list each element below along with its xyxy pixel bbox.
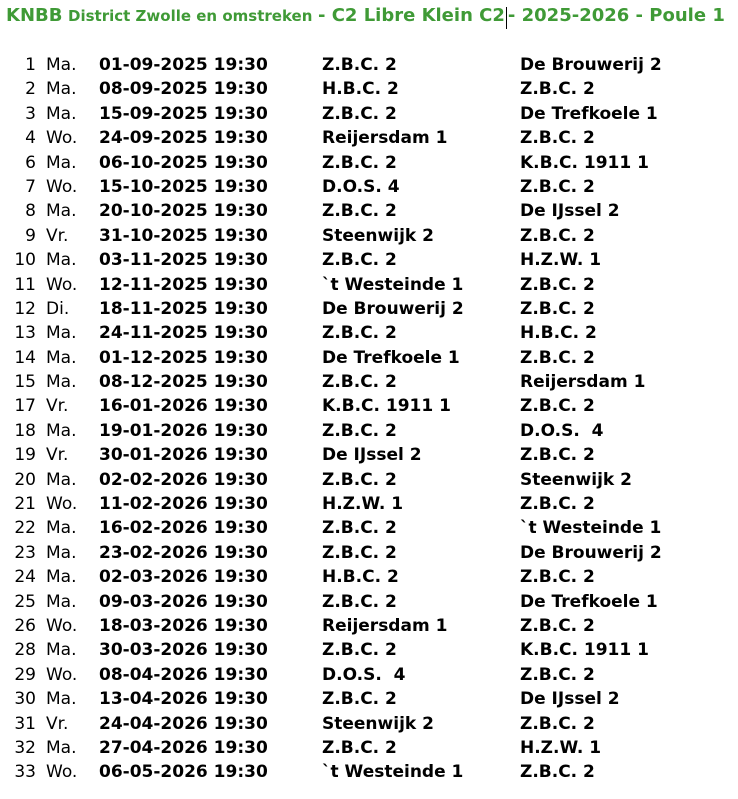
- match-row: [0, 77, 738, 101]
- home-team: De Brouwerij 2: [322, 298, 464, 319]
- document-title: [6, 5, 725, 31]
- match-row: [0, 321, 738, 345]
- match-number: 20: [14, 469, 36, 490]
- match-datetime: 30-01-2026 19:30: [99, 445, 268, 466]
- match-row: [0, 565, 738, 589]
- away-team: D.O.S. 4: [520, 420, 604, 441]
- match-row: [0, 175, 738, 199]
- match-datetime: 16-02-2026 19:30: [99, 518, 268, 539]
- match-row: [0, 687, 738, 711]
- match-datetime: 19-01-2026 19:30: [99, 420, 268, 441]
- away-team: K.B.C. 1911 1: [520, 152, 649, 173]
- away-team: Z.B.C. 2: [520, 762, 595, 783]
- match-datetime: 15-10-2025 19:30: [99, 176, 268, 197]
- away-team: Z.B.C. 2: [520, 445, 595, 466]
- home-team: Z.B.C. 2: [322, 469, 397, 490]
- home-team: Reijersdam 1: [322, 615, 448, 636]
- match-number: 18: [14, 420, 36, 441]
- home-team: Z.B.C. 2: [322, 737, 397, 758]
- match-day: Ma.: [46, 79, 77, 100]
- home-team: Z.B.C. 2: [322, 201, 397, 222]
- away-team: H.B.C. 2: [520, 323, 597, 344]
- match-day: Ma.: [46, 250, 77, 271]
- match-day: Ma.: [46, 737, 77, 758]
- away-team: De Brouwerij 2: [520, 542, 662, 563]
- match-day: Ma.: [46, 420, 77, 441]
- away-team: Z.B.C. 2: [520, 176, 595, 197]
- match-row: [0, 419, 738, 443]
- match-day: Ma.: [46, 640, 77, 661]
- match-number: 33: [14, 762, 36, 783]
- match-day: Ma.: [46, 469, 77, 490]
- home-team: Z.B.C. 2: [322, 250, 397, 271]
- match-row: [0, 53, 738, 77]
- home-team: H.B.C. 2: [322, 567, 399, 588]
- match-datetime: 15-09-2025 19:30: [99, 103, 268, 124]
- home-team: H.B.C. 2: [322, 79, 399, 100]
- away-team: De IJssel 2: [520, 201, 620, 222]
- title-competition: - C2 Libre Klein C2: [317, 5, 505, 26]
- home-team: D.O.S. 4: [322, 664, 406, 685]
- match-number: 30: [14, 689, 36, 710]
- home-team: Z.B.C. 2: [322, 689, 397, 710]
- match-datetime: 01-09-2025 19:30: [99, 55, 268, 75]
- match-datetime: 12-11-2025 19:30: [99, 274, 268, 295]
- match-day: Ma.: [46, 323, 77, 344]
- match-number: 24: [14, 567, 36, 588]
- home-team: `t Westeinde 1: [322, 274, 464, 295]
- match-datetime: 11-02-2026 19:30: [99, 494, 268, 515]
- match-datetime: 31-10-2025 19:30: [99, 225, 268, 246]
- match-row: [0, 443, 738, 467]
- match-number: 13: [14, 323, 36, 344]
- match-row: [0, 248, 738, 272]
- match-datetime: 13-04-2026 19:30: [99, 689, 268, 710]
- away-team: Z.B.C. 2: [520, 225, 595, 246]
- match-number: 23: [14, 542, 36, 563]
- away-team: Steenwijk 2: [520, 469, 632, 490]
- match-number: 2: [25, 79, 36, 100]
- home-team: Z.B.C. 2: [322, 152, 397, 173]
- match-day: Ma.: [46, 567, 77, 588]
- match-datetime: 06-10-2025 19:30: [99, 152, 268, 173]
- match-number: 21: [14, 494, 36, 515]
- match-datetime: 03-11-2025 19:30: [99, 250, 268, 271]
- title-knbb: KNBB: [6, 5, 63, 26]
- match-number: 19: [14, 445, 36, 466]
- match-datetime: 08-09-2025 19:30: [99, 79, 268, 100]
- match-datetime: 08-04-2026 19:30: [99, 664, 268, 685]
- home-team: K.B.C. 1911 1: [322, 396, 451, 417]
- away-team: `t Westeinde 1: [520, 518, 662, 539]
- match-number: 8: [25, 201, 36, 222]
- away-team: H.Z.W. 1: [520, 250, 602, 271]
- away-team: K.B.C. 1911 1: [520, 640, 649, 661]
- match-datetime: 02-02-2026 19:30: [99, 469, 268, 490]
- match-datetime: 18-11-2025 19:30: [99, 298, 268, 319]
- match-number: 10: [14, 250, 36, 271]
- match-number: 12: [14, 298, 36, 319]
- away-team: Z.B.C. 2: [520, 79, 595, 100]
- match-number: 9: [25, 225, 36, 246]
- home-team: Z.B.C. 2: [322, 542, 397, 563]
- match-day: Ma.: [46, 518, 77, 539]
- match-row: [0, 297, 738, 321]
- home-team: Z.B.C. 2: [322, 518, 397, 539]
- match-day: Wo.: [46, 176, 78, 197]
- match-day: Ma.: [46, 201, 77, 222]
- match-row: [0, 590, 738, 614]
- match-number: 3: [25, 103, 36, 124]
- match-row: [0, 516, 738, 540]
- away-team: Z.B.C. 2: [520, 664, 595, 685]
- match-row: [0, 663, 738, 687]
- home-team: `t Westeinde 1: [322, 762, 464, 783]
- away-team: De Trefkoele 1: [520, 103, 658, 124]
- match-day: Vr.: [46, 445, 69, 466]
- match-number: 29: [14, 664, 36, 685]
- match-day: Ma.: [46, 372, 77, 393]
- match-datetime: 24-09-2025 19:30: [99, 128, 268, 149]
- home-team: H.Z.W. 1: [322, 494, 404, 515]
- away-team: Z.B.C. 2: [520, 347, 595, 368]
- match-day: Vr.: [46, 713, 69, 734]
- away-team: Z.B.C. 2: [520, 274, 595, 295]
- away-team: Z.B.C. 2: [520, 615, 595, 636]
- match-number: 32: [14, 737, 36, 758]
- away-team: De IJssel 2: [520, 689, 620, 710]
- match-datetime: 27-04-2026 19:30: [99, 737, 268, 758]
- home-team: Steenwijk 2: [322, 713, 434, 734]
- match-day: Ma.: [46, 103, 77, 124]
- match-number: 25: [14, 591, 36, 612]
- match-day: Ma.: [46, 591, 77, 612]
- away-team: De Brouwerij 2: [520, 55, 662, 75]
- match-number: 15: [14, 372, 36, 393]
- home-team: Z.B.C. 2: [322, 591, 397, 612]
- title-season: - 2025-2026 - Poule 1: [507, 5, 725, 26]
- match-number: 6: [25, 152, 36, 173]
- match-row: [0, 151, 738, 175]
- match-row: [0, 736, 738, 760]
- match-number: 14: [14, 347, 36, 368]
- match-day: Ma.: [46, 347, 77, 368]
- match-number: 26: [14, 615, 36, 636]
- match-row: [0, 614, 738, 638]
- match-number: 1: [25, 55, 36, 75]
- match-day: Vr.: [46, 396, 69, 417]
- home-team: Z.B.C. 2: [322, 372, 397, 393]
- home-team: Steenwijk 2: [322, 225, 434, 246]
- home-team: Reijersdam 1: [322, 128, 448, 149]
- away-team: Reijersdam 1: [520, 372, 646, 393]
- match-row: [0, 346, 738, 370]
- match-day: Ma.: [46, 689, 77, 710]
- home-team: De IJssel 2: [322, 445, 422, 466]
- match-day: Wo.: [46, 615, 78, 636]
- match-datetime: 02-03-2026 19:30: [99, 567, 268, 588]
- home-team: Z.B.C. 2: [322, 640, 397, 661]
- match-row: [0, 541, 738, 565]
- away-team: Z.B.C. 2: [520, 567, 595, 588]
- match-row: [0, 468, 738, 492]
- away-team: H.Z.W. 1: [520, 737, 602, 758]
- match-row: [0, 712, 738, 736]
- match-day: Wo.: [46, 274, 78, 295]
- match-day: Ma.: [46, 542, 77, 563]
- away-team: Z.B.C. 2: [520, 298, 595, 319]
- away-team: Z.B.C. 2: [520, 396, 595, 417]
- match-datetime: 01-12-2025 19:30: [99, 347, 268, 368]
- home-team: D.O.S. 4: [322, 176, 400, 197]
- match-day: Wo.: [46, 494, 78, 515]
- match-datetime: 09-03-2026 19:30: [99, 591, 268, 612]
- match-datetime: 23-02-2026 19:30: [99, 542, 268, 563]
- match-number: 28: [14, 640, 36, 661]
- match-day: Wo.: [46, 762, 78, 783]
- match-row: [0, 370, 738, 394]
- match-number: 31: [14, 713, 36, 734]
- match-day: Wo.: [46, 664, 78, 685]
- match-datetime: 08-12-2025 19:30: [99, 372, 268, 393]
- match-row: [0, 273, 738, 297]
- match-row: [0, 126, 738, 150]
- match-number: 11: [14, 274, 36, 295]
- match-day: Vr.: [46, 225, 69, 246]
- match-row: [0, 102, 738, 126]
- away-team: Z.B.C. 2: [520, 494, 595, 515]
- match-row: [0, 492, 738, 516]
- match-day: Ma.: [46, 152, 77, 173]
- match-row: [0, 638, 738, 662]
- match-day: Ma.: [46, 55, 77, 75]
- match-number: 22: [14, 518, 36, 539]
- match-day: Wo.: [46, 128, 78, 149]
- match-row: [0, 224, 738, 248]
- match-number: 17: [14, 396, 36, 417]
- match-day: Di.: [46, 298, 70, 319]
- match-schedule: [0, 53, 738, 785]
- away-team: Z.B.C. 2: [520, 128, 595, 149]
- away-team: Z.B.C. 2: [520, 713, 595, 734]
- match-datetime: 16-01-2026 19:30: [99, 396, 268, 417]
- home-team: De Trefkoele 1: [322, 347, 460, 368]
- title-district: District Zwolle en omstreken: [68, 7, 313, 25]
- match-datetime: 20-10-2025 19:30: [99, 201, 268, 222]
- match-number: 7: [25, 176, 36, 197]
- match-datetime: 06-05-2026 19:30: [99, 762, 268, 783]
- match-row: [0, 394, 738, 418]
- away-team: De Trefkoele 1: [520, 591, 658, 612]
- home-team: Z.B.C. 2: [322, 103, 397, 124]
- home-team: Z.B.C. 2: [322, 420, 397, 441]
- match-datetime: 24-04-2026 19:30: [99, 713, 268, 734]
- match-row: [0, 199, 738, 223]
- match-datetime: 24-11-2025 19:30: [99, 323, 268, 344]
- match-number: 4: [25, 128, 36, 149]
- home-team: Z.B.C. 2: [322, 55, 397, 75]
- match-datetime: 30-03-2026 19:30: [99, 640, 268, 661]
- text-cursor: [506, 7, 507, 29]
- match-row: [0, 760, 738, 784]
- match-datetime: 18-03-2026 19:30: [99, 615, 268, 636]
- home-team: Z.B.C. 2: [322, 323, 397, 344]
